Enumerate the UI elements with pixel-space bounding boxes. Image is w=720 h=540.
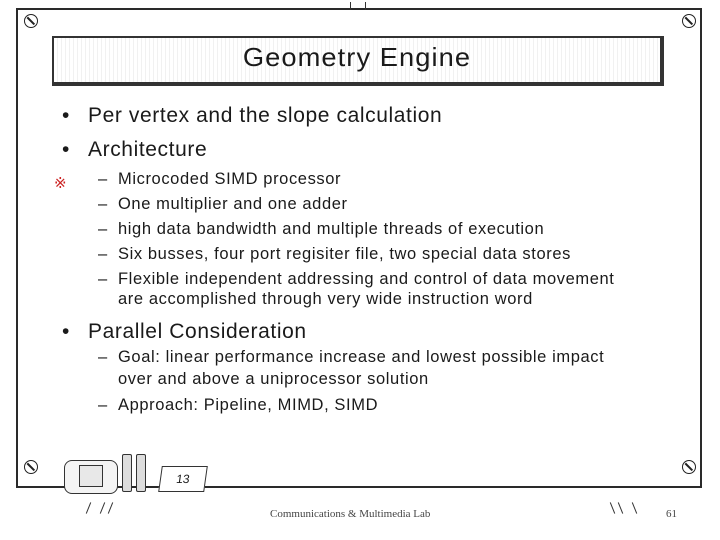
item-text: One multiplier and one adder xyxy=(118,195,348,213)
bullet-text: Per vertex and the slope calculation xyxy=(88,104,443,127)
marker-icon xyxy=(122,454,132,492)
dash-icon: – xyxy=(98,245,108,263)
bullet-architecture xyxy=(62,138,207,162)
item-text: Six busses, four port regisiter file, two special data stores xyxy=(118,245,571,263)
slide-title: Geometry Engine xyxy=(242,42,472,72)
tick-mark-icon xyxy=(618,502,623,514)
dash-icon: – xyxy=(98,170,108,188)
architecture-item-continued xyxy=(118,290,533,309)
dash-icon: – xyxy=(98,270,108,288)
dash-icon: – xyxy=(98,348,108,366)
board-frame-left xyxy=(16,8,18,488)
architecture-item xyxy=(98,195,348,214)
architecture-item xyxy=(98,245,571,264)
marker-tray-icon xyxy=(60,454,156,494)
item-text: Approach: Pipeline, MIMD, SIMD xyxy=(118,396,379,414)
item-text: high data bandwidth and multiple threads of execution xyxy=(118,220,545,238)
item-text: Microcoded SIMD processor xyxy=(118,170,342,188)
bullet-dot-icon: • xyxy=(62,320,70,343)
item-text: are accomplished through very wide instruction word xyxy=(118,290,533,308)
architecture-item xyxy=(98,170,341,189)
architecture-item xyxy=(98,220,544,239)
board-frame-right xyxy=(700,8,702,488)
parallel-item-continued xyxy=(118,370,429,389)
parallel-item xyxy=(98,348,604,367)
bullet-parallel xyxy=(62,320,307,344)
bullet-dot-icon: • xyxy=(62,138,70,161)
dash-icon: – xyxy=(98,220,108,238)
dash-icon: – xyxy=(98,195,108,213)
parallel-item xyxy=(98,396,378,415)
marker-icon xyxy=(136,454,146,492)
tick-mark-icon xyxy=(632,502,637,514)
screw-icon xyxy=(682,460,696,474)
screw-icon xyxy=(24,460,38,474)
bullet-dot-icon: • xyxy=(62,104,70,127)
item-text: over and above a uniprocessor solution xyxy=(118,370,429,388)
dash-icon: – xyxy=(98,396,108,414)
footer-lab: Communications & Multimedia Lab xyxy=(270,508,431,520)
screw-icon xyxy=(682,14,696,28)
title-box xyxy=(52,36,664,86)
tick-mark-icon xyxy=(100,502,105,514)
footer-page-number: 61 xyxy=(666,508,677,520)
eraser-icon xyxy=(64,460,118,494)
screw-icon xyxy=(24,14,38,28)
bullet-vertex xyxy=(62,104,442,128)
item-text: Flexible independent addressing and control of data movement xyxy=(118,270,615,288)
tick-mark-icon xyxy=(108,502,113,514)
bullet-text: Architecture xyxy=(88,138,208,161)
bullet-text: Parallel Consideration xyxy=(88,320,307,343)
board-hanger-icon xyxy=(350,2,366,10)
item-text: Goal: linear performance increase and lowest possible impact xyxy=(118,348,605,366)
architecture-item xyxy=(98,270,614,289)
tick-mark-icon xyxy=(610,502,615,514)
page-badge: 13 xyxy=(158,466,208,492)
tick-mark-icon xyxy=(86,502,91,514)
reference-mark-icon: ※ xyxy=(54,175,67,192)
